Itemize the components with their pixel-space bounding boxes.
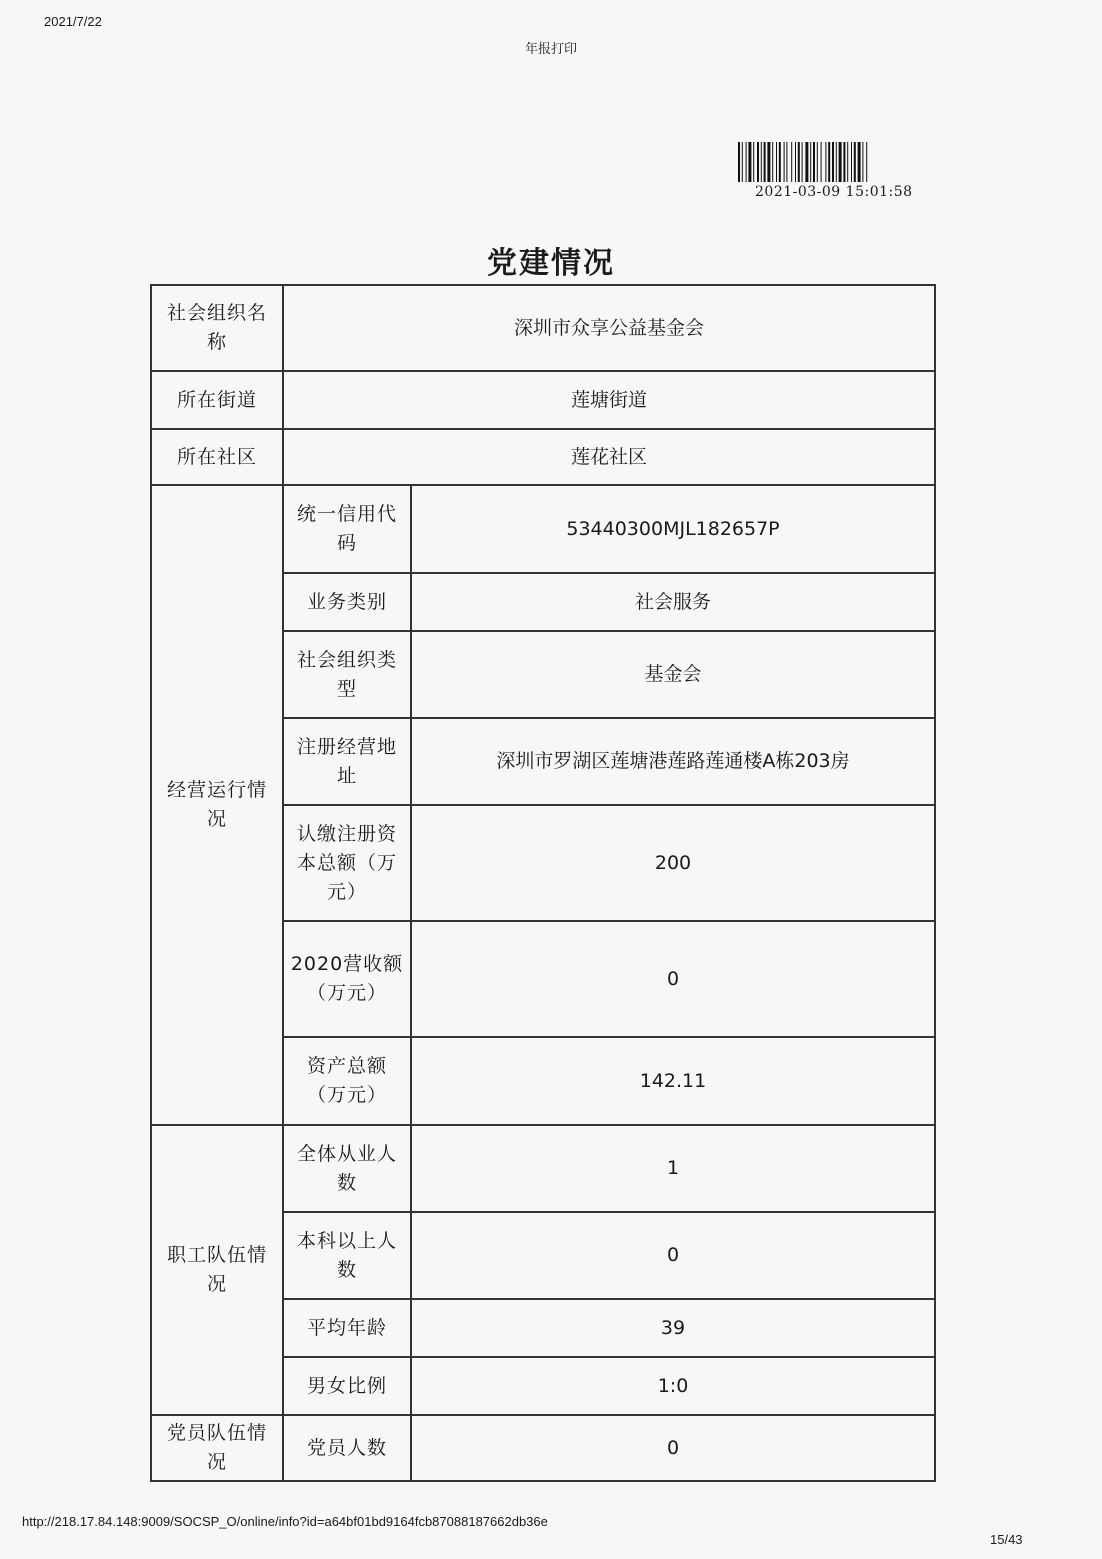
org-name-value: 深圳市众享公益基金会 (283, 285, 935, 371)
operations-section-label: 经营运行情况 (151, 485, 283, 1125)
revenue-value: 0 (411, 921, 935, 1037)
street-value: 莲塘街道 (283, 371, 935, 429)
org-type-value: 基金会 (411, 631, 935, 718)
total-employees-value: 1 (411, 1125, 935, 1212)
table-row (151, 1125, 935, 1212)
total-employees-label: 全体从业人数 (283, 1125, 411, 1212)
org-name-label: 社会组织名称 (151, 285, 283, 371)
table-row (151, 485, 935, 573)
street-label: 所在街道 (151, 371, 283, 429)
staff-section-label: 职工队伍情况 (151, 1125, 283, 1415)
total-assets-label: 资产总额（万元） (283, 1037, 411, 1125)
document-title: 党建情况 (487, 246, 615, 281)
org-type-label: 社会组织类型 (283, 631, 411, 718)
registered-capital-value: 200 (411, 805, 935, 921)
party-section-label: 党员队伍情况 (151, 1415, 283, 1481)
page-header: 年报打印 (524, 42, 577, 57)
table-row (151, 371, 935, 429)
bachelor-count-label: 本科以上人数 (283, 1212, 411, 1299)
barcode-timestamp: 2021-03-09 15:01:58 (755, 184, 913, 200)
address-value: 深圳市罗湖区莲塘港莲路莲通楼A栋203房 (411, 718, 935, 805)
credit-code-value: 53440300MJL182657P (411, 485, 935, 573)
barcode (738, 142, 940, 182)
address-label: 注册经营地址 (283, 718, 411, 805)
average-age-label: 平均年龄 (283, 1299, 411, 1357)
table-row (151, 1415, 935, 1481)
registered-capital-label: 认缴注册资本总额（万元） (283, 805, 411, 921)
community-value: 莲花社区 (283, 429, 935, 485)
credit-code-label: 统一信用代码 (283, 485, 411, 573)
bachelor-count-value: 0 (411, 1212, 935, 1299)
party-members-label: 党员人数 (283, 1415, 411, 1481)
average-age-value: 39 (411, 1299, 935, 1357)
page-number: 15/43 (990, 1532, 1023, 1547)
community-label: 所在社区 (151, 429, 283, 485)
revenue-label: 2020营收额（万元） (283, 921, 411, 1037)
gender-ratio-value: 1:0 (411, 1357, 935, 1415)
gender-ratio-label: 男女比例 (283, 1357, 411, 1415)
print-date: 2021/7/22 (44, 14, 102, 29)
party-building-table (150, 284, 936, 1482)
table-row (151, 429, 935, 485)
table-row (151, 285, 935, 371)
business-type-label: 业务类别 (283, 573, 411, 631)
total-assets-value: 142.11 (411, 1037, 935, 1125)
footer-url: http://218.17.84.148:9009/SOCSP_O/online/info?id=a64bf01bd9164fcb87088187662db36e (22, 1514, 548, 1529)
party-members-value: 0 (411, 1415, 935, 1481)
business-type-value: 社会服务 (411, 573, 935, 631)
